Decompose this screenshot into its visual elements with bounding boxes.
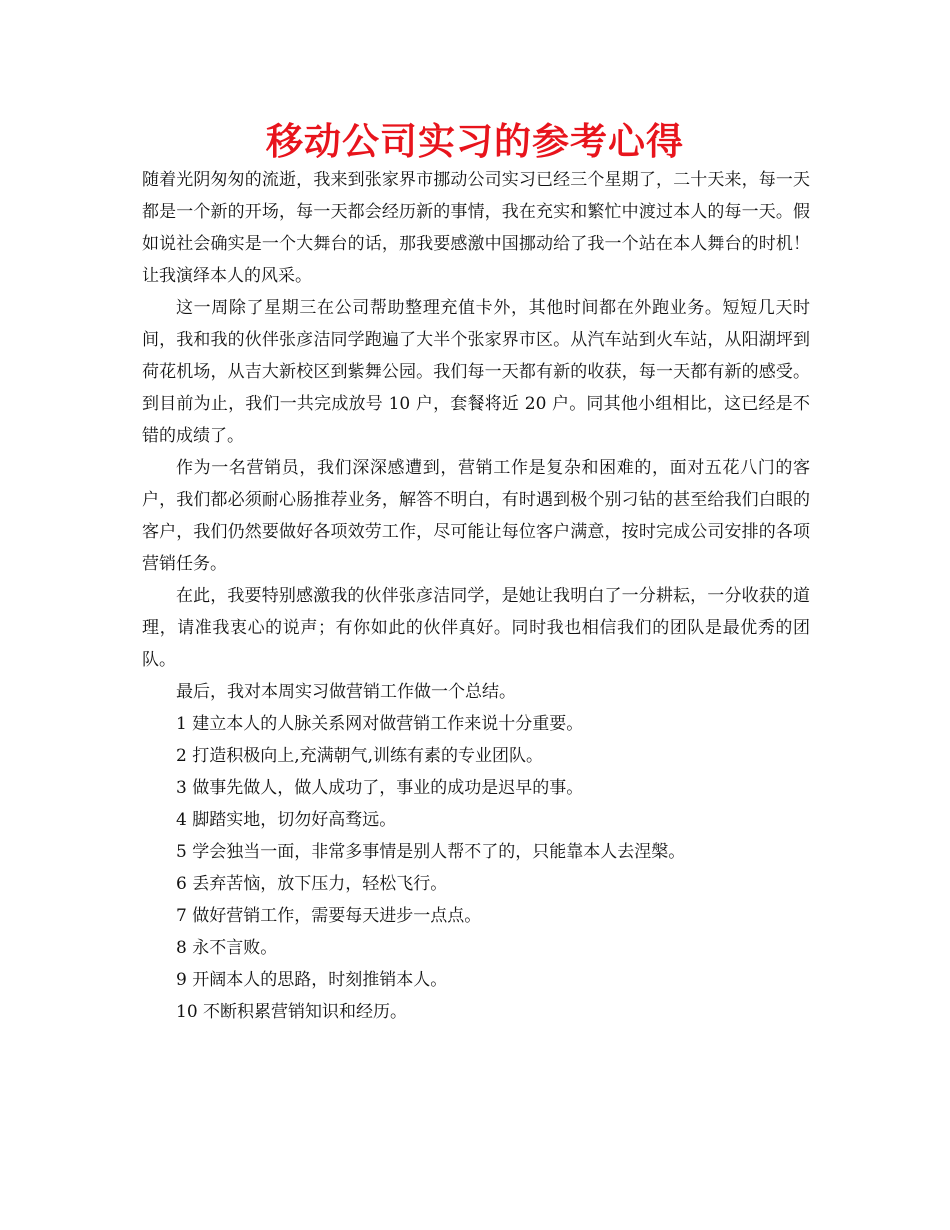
document-title: 移动公司实习的参考心得	[266, 120, 684, 163]
summary-item-3: 3 做事先做人，做人成功了，事业的成功是迟早的事。	[176, 778, 584, 798]
paragraph-4: 在此，我要特别感激我的伙伴张彦洁同学，是她让我明白了一分耕耘，一分收获的道理，请准我衷心的说声；有你如此的伙伴真好。同时我也相信我们的团队是最优秀的团队。	[142, 586, 810, 670]
document-body	[142, 164, 810, 1028]
summary-item-7: 7 做好营销工作，需要每天进步一点点。	[176, 906, 482, 926]
summary-item-4: 4 脚踏实地，切勿好高骛远。	[176, 810, 397, 830]
summary-item-5: 5 学会独当一面，非常多事情是别人帮不了的，只能靠本人去涅槃。	[176, 842, 686, 862]
paragraph-5: 最后，我对本周实习做营销工作做一个总结。	[176, 682, 516, 702]
summary-item-1: 1 建立本人的人脉关系网对做营销工作来说十分重要。	[176, 714, 584, 734]
paragraph-1: 随着光阴匆匆的流逝，我来到张家界市挪动公司实习已经三个星期了，二十天来，每一天都是一个新的开场，每一天都会经历新的事情，我在充实和繁忙中渡过本人的每一天。假如说社会确实是一个大舞台的话，那我要感激中国挪动给了我一个站在本人舞台的时机！让我演绎本人的风采。	[142, 170, 810, 286]
paragraph-2: 这一周除了星期三在公司帮助整理充值卡外，其他时间都在外跑业务。短短几天时间，我和我的伙伴张彦洁同学跑遍了大半个张家界市区。从汽车站到火车站，从阳湖坪到荷花机场，从吉大新校区到紫舞公园。我们每一天都有新的收获，每一天都有新的感受。到目前为止，我们一共完成放号 10 户，套餐将近 20 户。同其他小组相比，这已经是不错的成绩了。	[142, 298, 810, 446]
summary-item-6: 6 丢弃苦恼，放下压力，轻松飞行。	[176, 874, 448, 894]
summary-item-8: 8 永不言败。	[176, 938, 278, 958]
paragraph-3: 作为一名营销员，我们深深感遭到，营销工作是复杂和困难的，面对五花八门的客户，我们都必须耐心肠推荐业务，解答不明白，有时遇到极个别刁钻的甚至给我们白眼的客户，我们仍然要做好各项效劳工作，尽可能让每位客户满意，按时完成公司安排的各项营销任务。	[142, 458, 810, 574]
summary-item-10: 10 不断积累营销知识和经历。	[176, 1002, 408, 1022]
summary-item-2: 2 打造积极向上,充满朝气,训练有素的专业团队。	[176, 746, 544, 766]
summary-item-9: 9 开阔本人的思路，时刻推销本人。	[176, 970, 448, 990]
